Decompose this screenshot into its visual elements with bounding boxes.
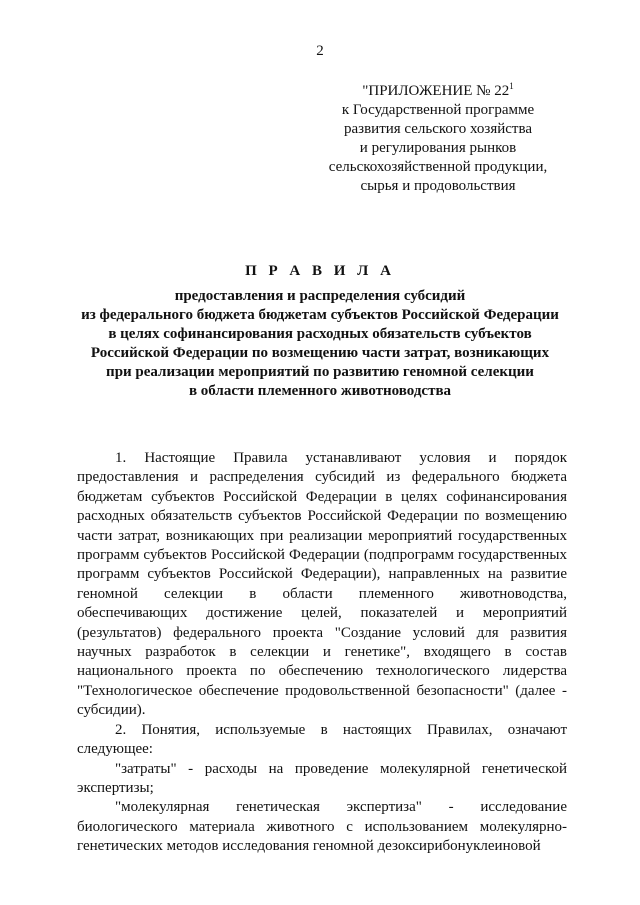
- paragraph-2: 2. Понятия, используемые в настоящих Правилах, означают следующее:: [77, 721, 567, 758]
- paragraph-1: 1. Настоящие Правила устанавливают условия и порядок предоставления и распределения субсидий из федерального бюджета бюджетам субъектов Российской Федерации в целях софинансирования расходных обязательств субъектов Российской Федерации по возмещению части затрат, возникающих при реализации мероприятий государственных программ субъектов Российской Федерации (подпрограмм государственных программ субъектов Российской Федерации), направленных на развитие геномной селекции в области племенного животноводства, обеспечивающих достижение целей, показателей и мероприятий (результатов) федерального проекта "Создание условий для развития научных разработок в селекции и генетике", входящего в состав национального проекта по обеспечению технологического лидерства "Технологическое обеспечение продовольственной безопасности" (далее - субсидии).: [77, 450, 567, 719]
- paragraph-4: "молекулярная генетическая экспертиза" - исследование биологического материала животного с использованием молекулярно-генетических методов исследования геномной дезоксирибонуклеиновой: [77, 799, 567, 855]
- page-number: 2: [316, 43, 324, 59]
- appendix-line-1: [318, 77, 558, 101]
- appendix-line-2: к Государственной программе: [341, 102, 535, 118]
- document-title: П Р А В И Л А: [245, 263, 395, 279]
- subtitle-line-1: предоставления и распределения субсидий: [174, 288, 466, 304]
- subtitle-line-4: Российской Федерации по возмещению части затрат, возникающих: [90, 345, 550, 361]
- appendix-header: [318, 77, 558, 196]
- subtitle-line-6: в области племенного животноводства: [188, 383, 452, 399]
- paragraph-3: "затраты" - расходы на проведение молекулярной генетической экспертизы;: [77, 760, 567, 796]
- appendix-number: "ПРИЛОЖЕНИЕ № 22: [362, 83, 510, 99]
- appendix-line-3: развития сельского хозяйства: [344, 121, 532, 137]
- subtitle-line-3: в целях софинансирования расходных обязательств субъектов: [108, 326, 532, 342]
- document-subtitle: [70, 287, 570, 401]
- appendix-line-4: и регулирования рынков: [359, 140, 517, 156]
- appendix-line-6: сырья и продовольствия: [360, 178, 516, 194]
- subtitle-line-5: при реализации мероприятий по развитию геномной селекции: [106, 364, 534, 380]
- appendix-line-5: сельскохозяйственной продукции,: [328, 159, 548, 175]
- document-body: [77, 449, 567, 857]
- subtitle-line-2: из федерального бюджета бюджетам субъектов Российской Федерации: [81, 307, 559, 323]
- appendix-number-superscript: 1: [509, 81, 514, 91]
